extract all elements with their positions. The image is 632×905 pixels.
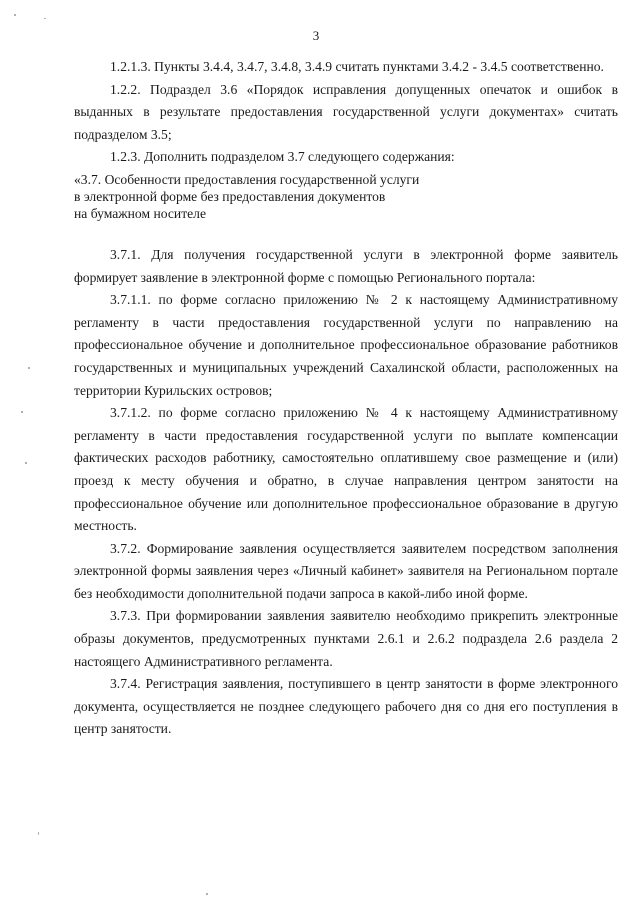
paragraph-3-7-1: 3.7.1. Для получения государственной услуги в электронной форме заявитель формирует заявление в электронной форме с помощью Регионального портала: [74, 246, 618, 285]
scan-speck [206, 893, 208, 895]
scan-speck [28, 367, 30, 369]
paragraph-1-2-2: 1.2.2. Подраздел 3.6 «Порядок исправления допущенных опечаток и ошибок в выданных в результате предоставления государственной услуги документах» считать подразделом 3.5; [74, 81, 618, 142]
scan-speck [21, 411, 23, 413]
scan-speck [38, 832, 39, 835]
paragraph-3-7-2: 3.7.2. Формирование заявления осуществляется заявителем посредством заполнения электронной формы заявления через «Личный кабинет» заявителя на Региональном портале без необходимости дополнительной подачи запроса в какой-либо иной форме. [74, 540, 618, 601]
section-heading-3-7 [74, 171, 618, 222]
section-heading-line: в электронной форме без предоставления документов [74, 188, 386, 204]
paragraph-1-2-1-3: 1.2.1.3. Пункты 3.4.4, 3.4.7, 3.4.8, 3.4.9 считать пунктами 3.4.2 - 3.4.5 соответственно. [110, 59, 604, 74]
section-heading-line: на бумажном носителе [74, 205, 206, 221]
page-number: 3 [312, 28, 320, 43]
paragraph-3-7-1-1: 3.7.1.1. по форме согласно приложению № 2 к настоящему Административному регламенту в части предоставления государственной услуги по направлению на профессиональное обучение и дополнительное профессиональное образование работников государственных и муниципальных учреждений Сахалинской области, расположенных на территории Курильских островов; [74, 292, 618, 398]
paragraph-3-7-4: 3.7.4. Регистрация заявления, поступившего в центр занятости в форме электронного документа, осуществляется не позднее следующего рабочего дня со дня его поступления в центр занятости. [74, 676, 618, 737]
scan-speck [44, 18, 46, 19]
paragraph-1-2-3: 1.2.3. Дополнить подразделом 3.7 следующего содержания: [110, 149, 455, 165]
section-heading-line: «3.7. Особенности предоставления государственной услуги [74, 171, 420, 187]
paragraph-3-7-3: 3.7.3. При формировании заявления заявителю необходимо прикрепить электронные образы документов, предусмотренных пунктами 2.6.1 и 2.6.2 подраздела 2.6 раздела 2 настоящего Административного регламента. [74, 608, 618, 669]
document-body [74, 56, 618, 741]
scan-speck [14, 14, 16, 16]
scan-speck [25, 462, 27, 464]
paragraph-3-7-1-2: 3.7.1.2. по форме согласно приложению № 4 к настоящему Административному регламенту в части предоставления государственной услуги по выплате компенсации фактических расходов работнику, самостоятельно оплатившему свое размещение и (или) проезд к месту обучения и обратно, в случае направления центром занятости на профессиональное обучение или дополнительное профессиональное образование в другую местность. [74, 405, 618, 534]
